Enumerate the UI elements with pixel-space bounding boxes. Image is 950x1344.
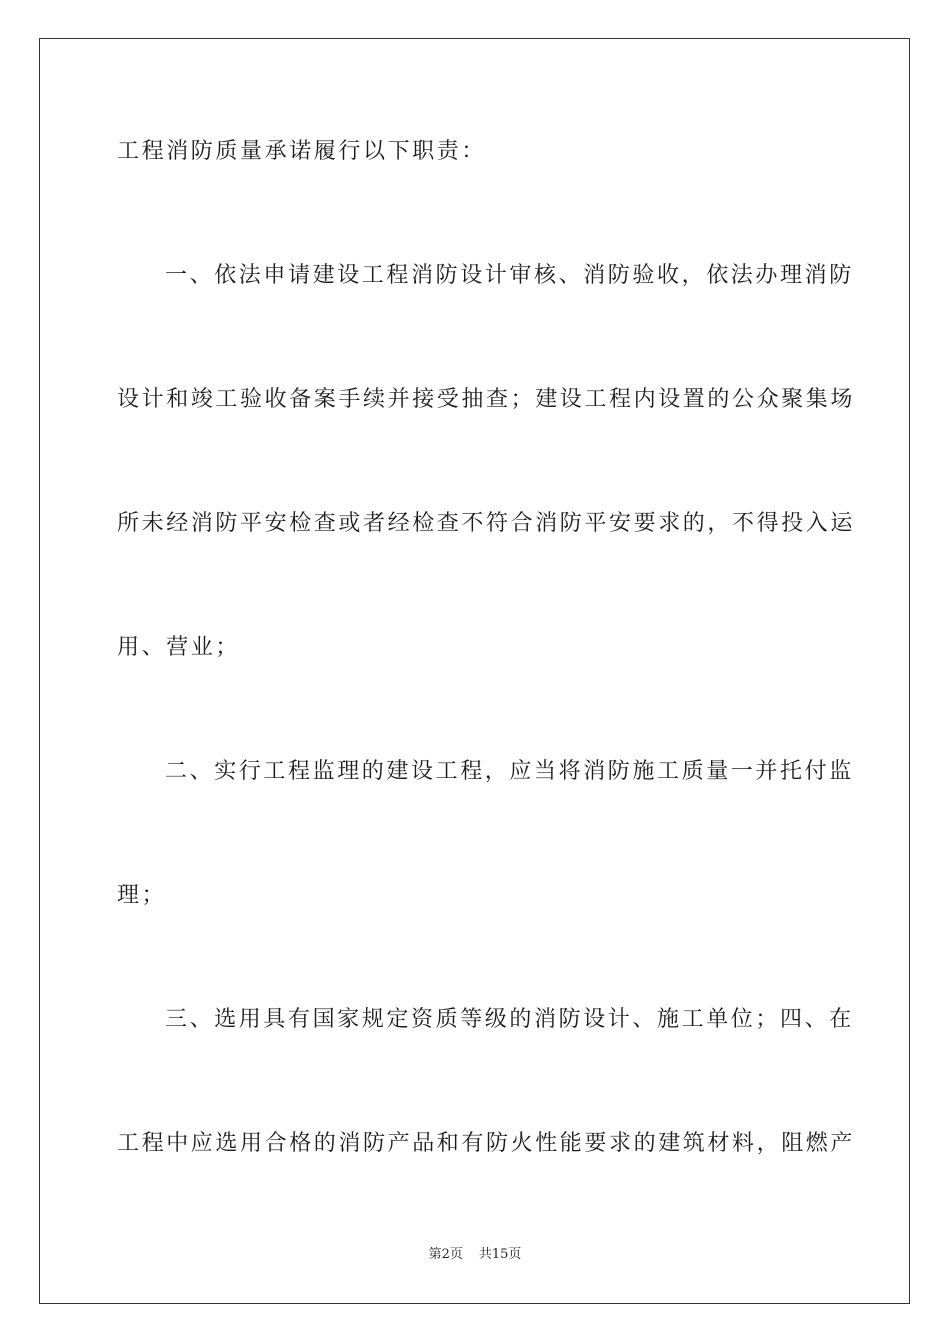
page-border [39, 38, 910, 1304]
text-line-1: 工程消防质量承诺履行以下职责： [117, 139, 487, 164]
text-line-6: 二、实行工程监理的建设工程，应当将消防施工质量一并托付监 [165, 759, 854, 784]
text-line-7: 理； [117, 883, 167, 908]
text-line-9: 工程中应选用合格的消防产品和有防火性能要求的建筑材料，阻燃产 [117, 1131, 856, 1156]
page-number: 第2页 [428, 1247, 463, 1262]
text-line-8: 三、选用具有国家规定资质等级的消防设计、施工单位；四、在 [165, 1007, 854, 1032]
page-total: 共15页 [478, 1247, 522, 1262]
text-line-3: 设计和竣工验收备案手续并接受抽查；建设工程内设置的公众聚集场 [117, 387, 856, 412]
text-line-4: 所未经消防平安检查或者经检查不符合消防平安要求的，不得投入运 [117, 511, 856, 536]
page-footer [0, 1246, 950, 1264]
text-line-5: 用、营业； [117, 635, 241, 660]
text-line-2: 一、依法申请建设工程消防设计审核、消防验收，依法办理消防 [165, 263, 854, 288]
